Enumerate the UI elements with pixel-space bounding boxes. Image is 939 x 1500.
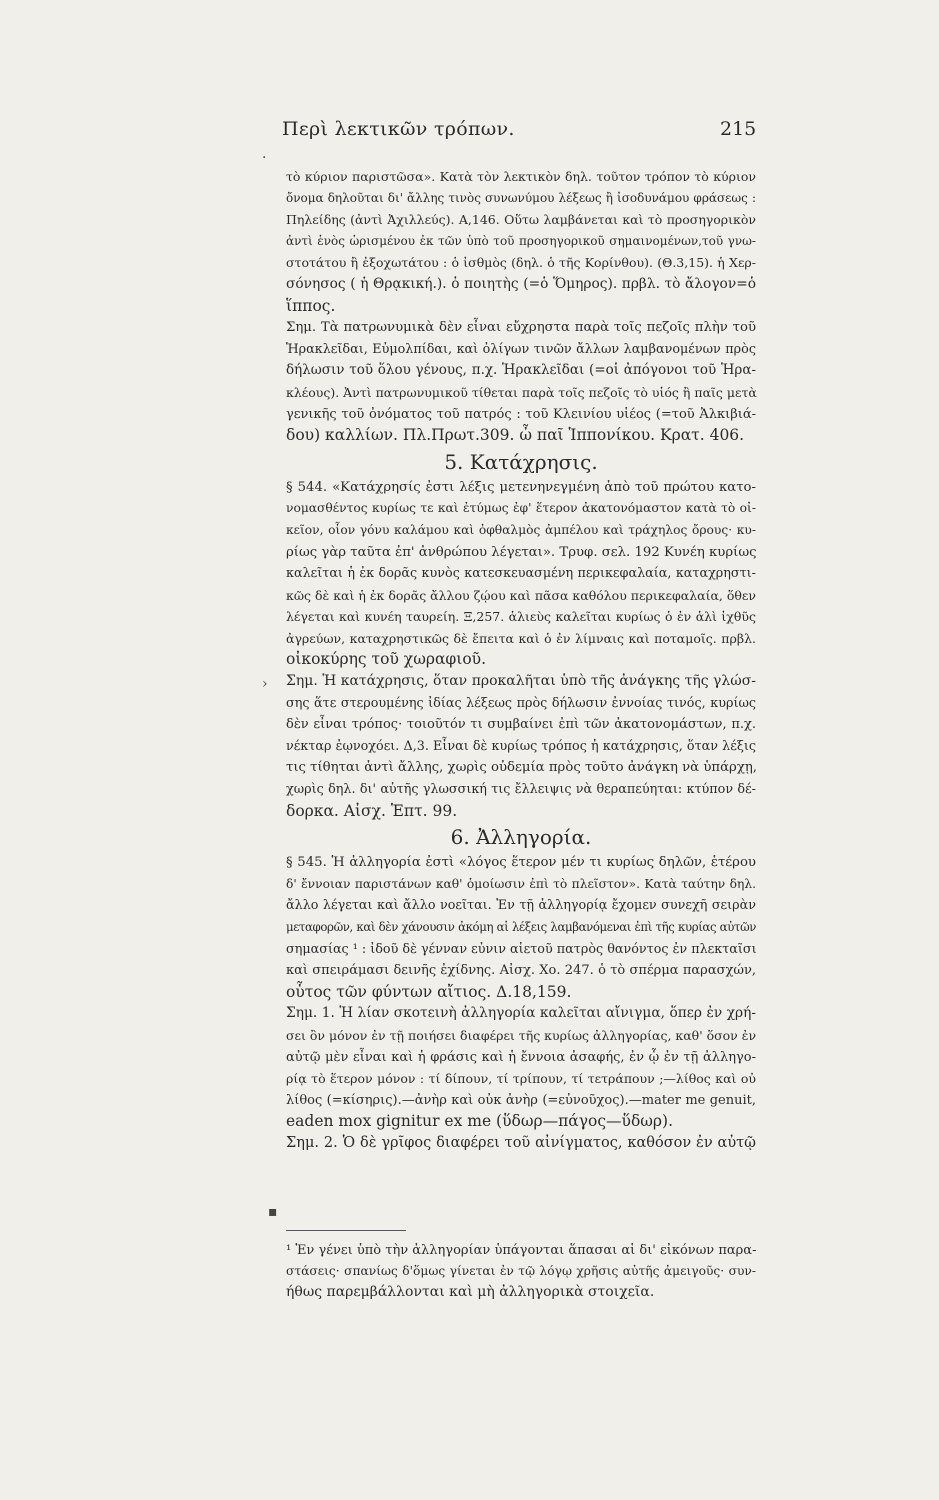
- text-line: λέγεται καὶ κυνέη ταυρείη. Ξ,257. ἁλιεὺς καλεῖται κυρίως ὁ ἐν ἁλὶ ἰχθῦς: [286, 609, 756, 625]
- running-title: Περὶ λεκτικῶν τρόπων.: [282, 118, 515, 140]
- text-line: § 544. «Κατάχρησίς ἐστι λέξις μετενηνεγμένη ἀπὸ τοῦ πρώτου κατο-: [286, 479, 756, 495]
- text-line: δ' ἔννοιαν παριστάνων καθ' ὁμοίωσιν ἐπὶ τὸ πλεῖστον». Κατὰ ταύτην δηλ.: [286, 876, 756, 891]
- text-line: δὲν εἶναι τρόπος· τοιοῦτόν τι συμβαίνει ἐπὶ τῶν ἀκατονομάστων, π.χ.: [286, 717, 756, 733]
- page-header: [0, 118, 939, 148]
- text-line: σημασίας ¹ : ἰδοῦ δὲ γένναν εὐνιν αἰετοῦ πατρὸς θανόντος ἐν πλεκταῖσι: [286, 941, 757, 957]
- text-line: ἄλλο λέγεται καὶ ἄλλο νοεῖται. Ἐν τῇ ἀλληγορίᾳ ἔχομεν συνεχῆ σειρὰν: [286, 898, 756, 914]
- margin-mark: ›: [262, 676, 268, 692]
- paragraph-intro: [286, 166, 756, 317]
- footnote-line: ¹ Ἐν γένει ὑπὸ τὴν ἀλληγορίαν ὑπάγονται ἅπασαι αἱ δι' εἰκόνων παρα-: [286, 1243, 757, 1258]
- text-line: μεταφορῶν, καὶ δὲν χάνουσιν ἀκόμη αἱ λέξεις λαμβανόμεναι ἐπὶ τῆς κυρίας αὐτῶν: [286, 920, 756, 934]
- section-heading-katachresis: 5. Κατάχρησις.: [444, 449, 598, 474]
- footnote-line: ήθως παρεμβάλλονται καὶ μὴ ἀλληγορικὰ στοιχεῖα.: [286, 1284, 655, 1300]
- text-line: ἀγρεύων, καταχρηστικῶς δὲ ἔπειτα καὶ ὁ ἐν λίμναις καὶ ποταμοῖς. πρβλ.: [286, 630, 756, 646]
- text-line: τὸ κύριον παριστῶσα». Κατὰ τὸν λεκτικὸν δηλ. τοῦτον τρόπον τὸ κύριον: [286, 169, 756, 184]
- text-line: καὶ σπειράμασι δεινῆς ἐχίδνης. Αἰσχ. Χο. 247. ὁ τὸ σπέρμα παρασχών,: [286, 963, 756, 979]
- footnotes: [286, 1240, 756, 1303]
- text-line: χωρὶς δηλ. δι' αὐτῆς γλωσσική τις ἔλλειψις νὰ θεραπεύηται: κτύπον δέ-: [286, 782, 756, 798]
- page-number: 215: [720, 118, 757, 140]
- text-line: καλεῖται ἡ ἐκ δορᾶς κυνὸς κατεσκευασμένη περικεφαλαία, καταχρηστι-: [286, 566, 756, 582]
- section-heading-allegory: 6. Ἀλληγορία.: [450, 825, 592, 850]
- text-line: ἵππος.: [286, 296, 336, 315]
- margin-mark: ▪: [268, 1204, 278, 1220]
- text-line: τις τίθηται ἀντὶ ἄλλης, χωρὶς οὐδεμία πρὸς τοῦτο ἀνάγκη νὰ ὑπάρχῃ,: [286, 760, 758, 776]
- text-line: οἰκοκύρης τοῦ χωραφιοῦ.: [286, 650, 487, 669]
- paragraph-544: [286, 477, 756, 671]
- text-line: οὗτος τῶν φύντων αἴτιος. Δ.18,159.: [286, 982, 572, 1001]
- text-line: Πηλείδης (ἀντὶ Ἀχιλλεύς). Α,146. Οὕτω λαμβάνεται καὶ τὸ προσηγορικὸν: [286, 212, 756, 228]
- note-katachresis: [286, 671, 756, 822]
- text-line: κεῖον, οἷον γόνυ καλάμου καὶ ὀφθαλμὸς ἀμπέλου καὶ τράχηλος ὄρους· κυ-: [286, 522, 756, 537]
- text-line: στοτάτου ἢ ἐξοχωτάτου : ὁ ἰσθμὸς (δηλ. ὁ τῆς Κορίνθου). (Θ.3,15). ἡ Χερ-: [286, 255, 756, 271]
- note-patronymics: [286, 317, 756, 447]
- text-line: σόνησος ( ἡ Θρᾳκική.). ὁ ποιητὴς (=ὁ Ὅμηρος). πρβλ. τὸ ἄλογον=ὁ: [286, 275, 756, 292]
- text-line: δορκα. Αἰσχ. Ἑπτ. 99.: [286, 801, 458, 820]
- footnote-line: στάσεις· σπανίως δ'ὅμως γίνεται ἐν τῷ λόγῳ χρῆσις αὐτῆς ἀμειγοῦς· συν-: [286, 1264, 756, 1278]
- text-line: δήλωσιν τοῦ ὅλου γένους, π.χ. Ἡρακλεῖδαι (=οἱ ἀπόγονοι τοῦ Ἡρα-: [286, 362, 756, 379]
- footnote-rule: [286, 1230, 406, 1231]
- text-line: κλέους). Ἀντὶ πατρωνυμικοῦ τίθεται παρὰ τοῖς πεζοῖς τὸ υἱός ἢ παῖς μετὰ: [286, 384, 757, 400]
- margin-mark: ·: [262, 150, 267, 166]
- main-text: [286, 166, 756, 1155]
- text-line: Σημ. 2. Ὁ δὲ γρῖφος διαφέρει τοῦ αἰνίγματος, καθόσον ἐν αὐτῷ: [286, 1134, 756, 1151]
- text-line: ρίως γὰρ ταῦτα ἐπ' ἀνθρώπου λέγεται». Τρυφ. σελ. 192 Κυνέη κυρίως: [286, 544, 757, 560]
- text-line: αὐτῷ μὲν εἶναι καὶ ἡ φράσις καὶ ἡ ἔννοια ἀσαφής, ἐν ᾧ ἐν τῇ ἀλληγο-: [286, 1049, 756, 1065]
- text-line: Σημ. Τὰ πατρωνυμικὰ δὲν εἶναι εὔχρηστα παρὰ τοῖς πεζοῖς πλὴν τοῦ: [286, 320, 756, 336]
- text-line: γενικῆς τοῦ ὀνόματος τοῦ πατρός : τοῦ Κλεινίου υἱέος (=τοῦ Ἀλκιβιά-: [286, 406, 756, 422]
- text-line: ἀντὶ ἑνὸς ὡρισμένου ἐκ τῶν ὑπὸ τοῦ προσηγορικοῦ σημαινομένων,τοῦ γνω-: [286, 233, 756, 248]
- note-allegory: [286, 1003, 756, 1154]
- text-line: σης ἅτε στερουμένης ἰδίας λέξεως πρὸς δήλωσιν ἐννοίας τινός, κυρίως: [286, 695, 756, 711]
- paragraph-545: [286, 852, 756, 1003]
- text-line: νομασθέντος κυρίως τε καὶ ἐτύμως ἐφ' ἕτερον ἀκατονόμαστον κατὰ τὸ οἰ-: [286, 501, 756, 516]
- text-line: Σημ. 1. Ἡ λίαν σκοτεινὴ ἀλληγορία καλεῖται αἴνιγμα, ὅπερ ἐν χρή-: [286, 1005, 756, 1022]
- text-line: κῶς δὲ καὶ ἡ ἐκ δορᾶς ἄλλου ζῴου καὶ πᾶσα καθόλου περικεφαλαία, ὅθεν: [286, 587, 756, 603]
- text-line: δου) καλλίων. Πλ.Πρωτ.309. ὦ παῖ Ἱππονίκου. Κρατ. 406.: [286, 426, 745, 445]
- text-line: Ἡρακλεῖδαι, Εὐμολπίδαι, καὶ ὀλίγων τινῶν ἄλλων λαμβανομένων πρὸς: [286, 341, 756, 357]
- text-line: νέκταρ ἐῳνοχόει. Δ,3. Εἶναι δὲ κυρίως τρόπος ἡ κατάχρησις, ὅταν λέξις: [286, 738, 756, 754]
- text-line: Σημ. Ἡ κατάχρησις, ὅταν προκαλῆται ὑπὸ τῆς ἀνάγκης τῆς γλώσ-: [286, 673, 756, 690]
- text-line: σει ὂν μόνον ἐν τῇ ποιήσει διαφέρει τῆς κυρίως ἀλληγορίας, καθ' ὅσον ἐν: [286, 1027, 757, 1043]
- text-line: λίθος (=κίσηρις).—ἀνὴρ καὶ οὐκ ἀνὴρ (=εὐνοῦχος).—mater me genuit,: [286, 1092, 756, 1108]
- text-line: eaden mox gignitur ex me (ὕδωρ—πάγος—ὕδωρ).: [286, 1112, 674, 1131]
- text-line: ρίᾳ τὸ ἕτερον μόνον : τί δίπουν, τί τρίπουν, τί τετράπουν ;—λίθος καὶ οὐ: [286, 1071, 756, 1087]
- text-line: ὄνομα δηλοῦται δι' ἄλλης τινὸς συνωνύμου λέξεως ἢ ἰσοδυνάμου φράσεως :: [286, 190, 756, 205]
- text-line: § 545. Ἡ ἀλληγορία ἐστὶ «λόγος ἕτερον μέν τι κυρίως δηλῶν, ἑτέρου: [286, 855, 756, 871]
